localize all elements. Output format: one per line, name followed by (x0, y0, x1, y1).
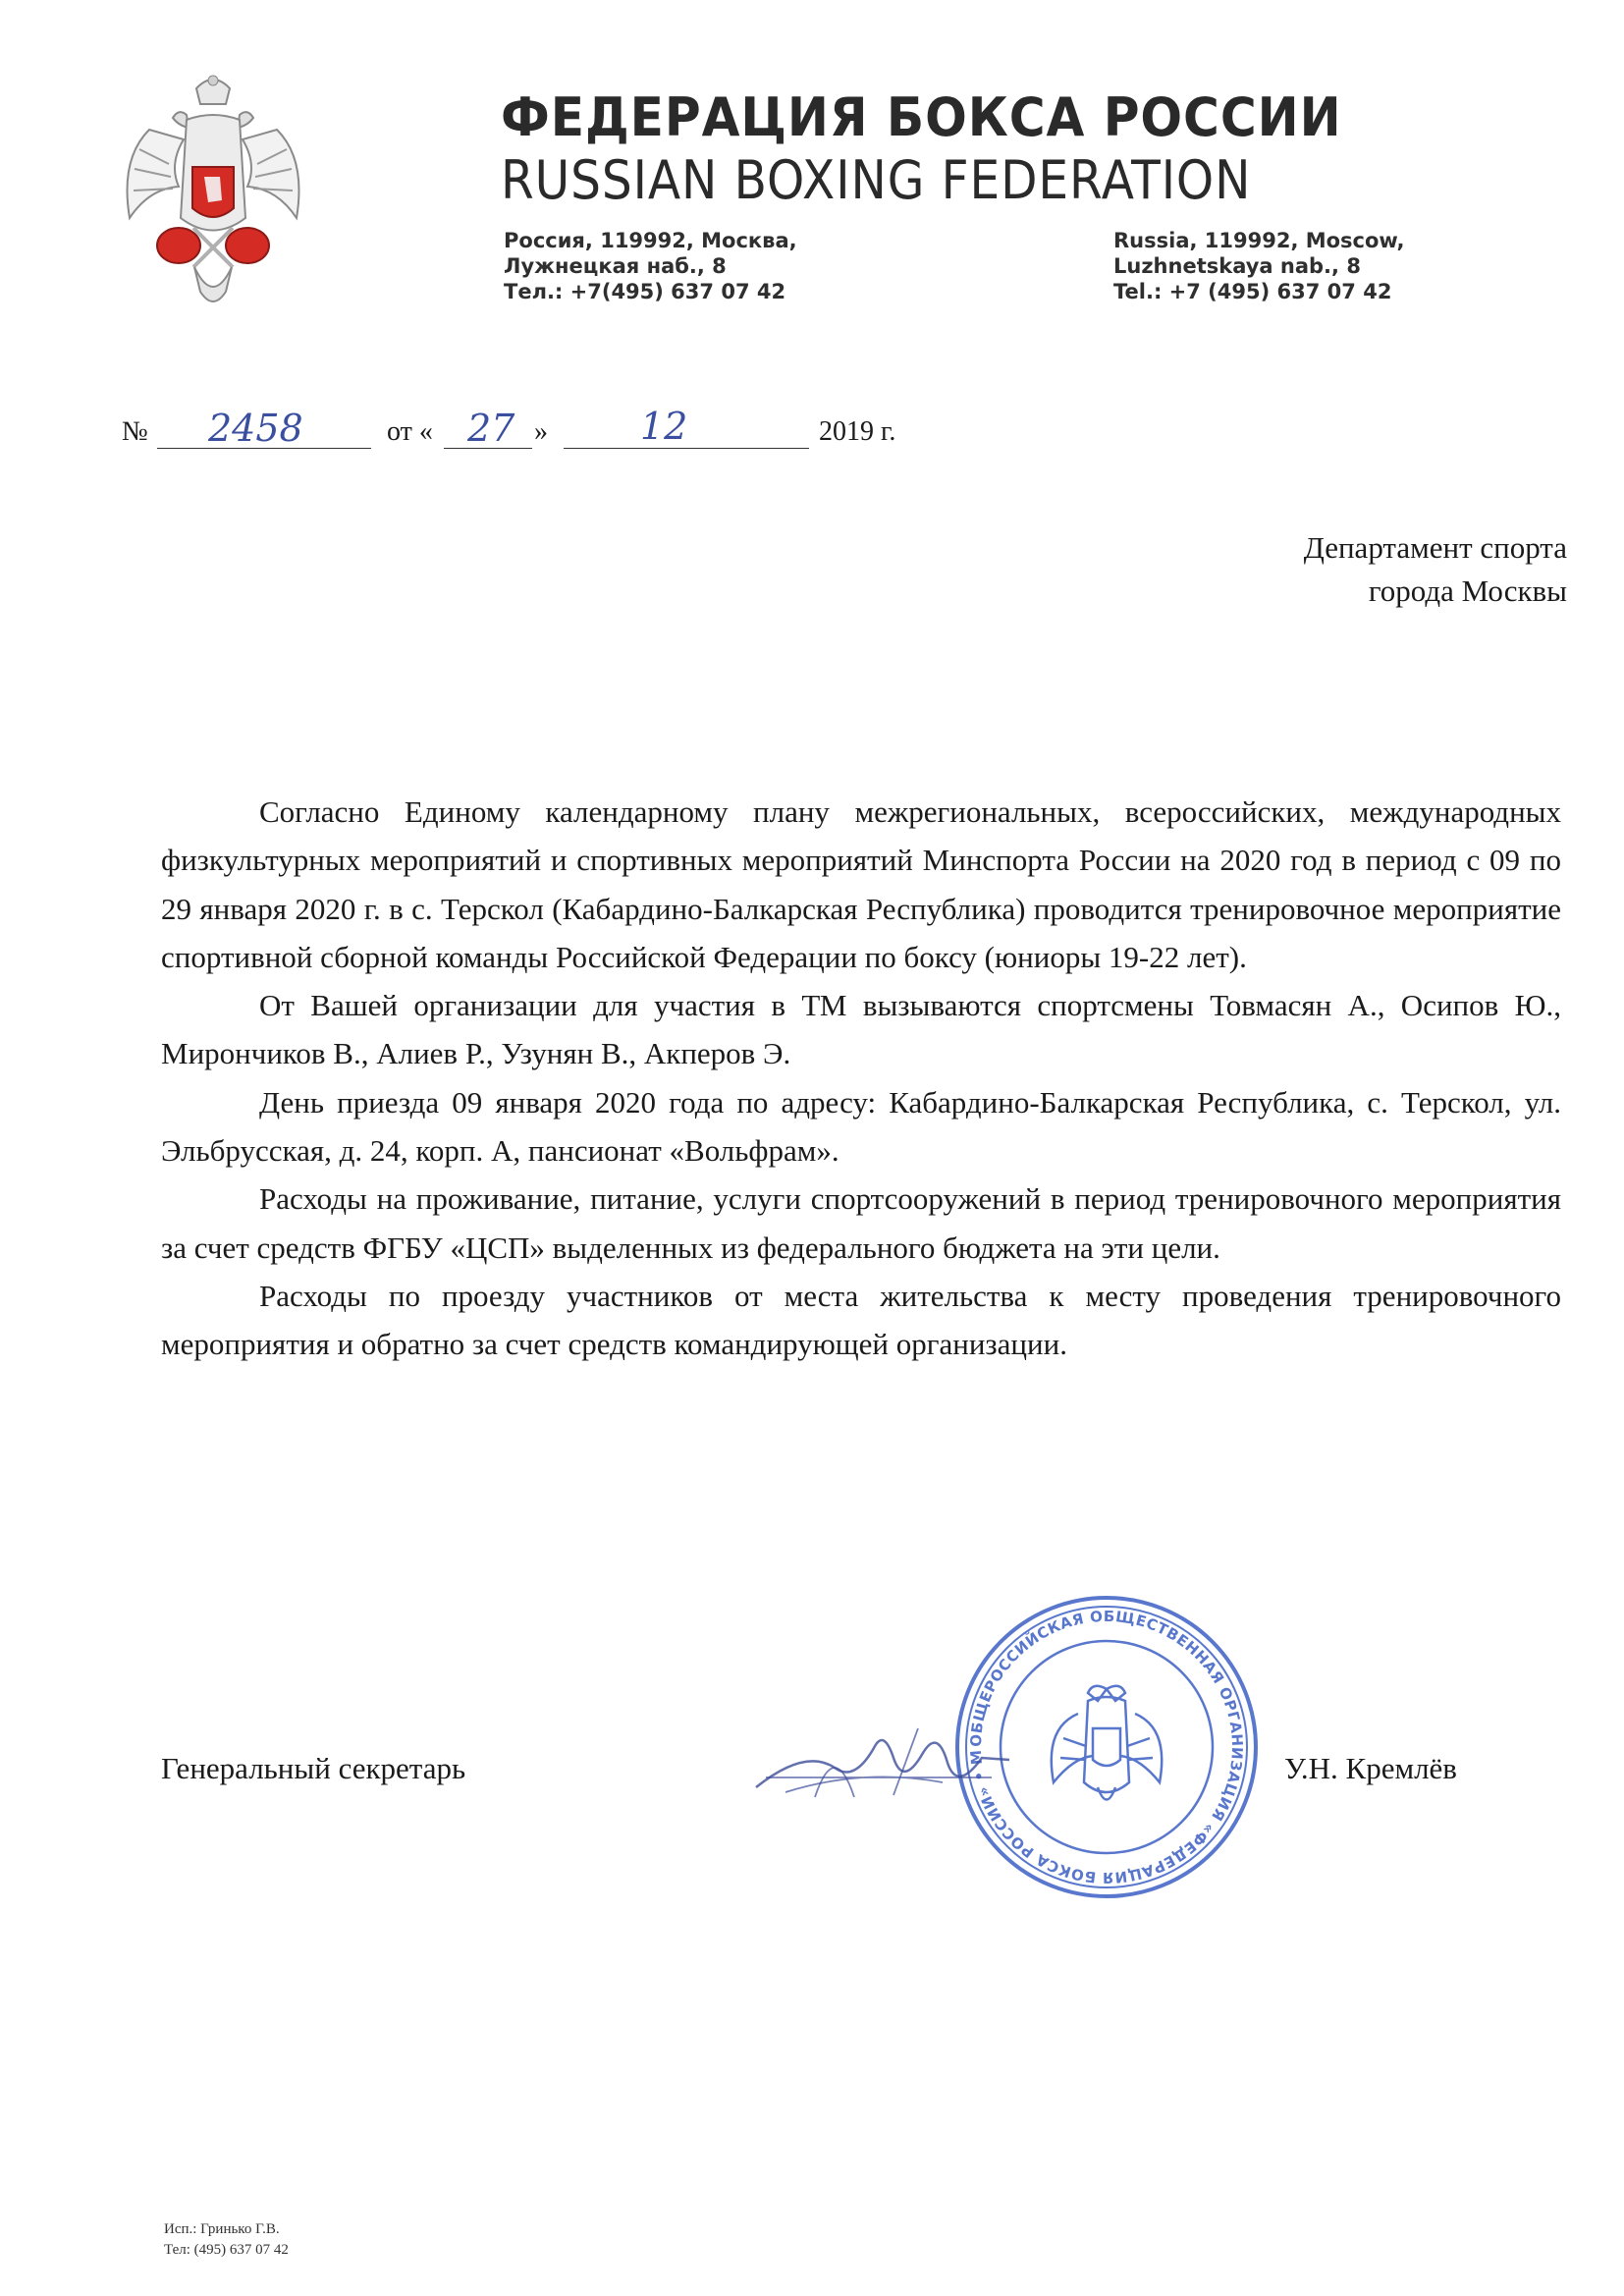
address-ru (504, 228, 797, 304)
executor-footer (164, 2219, 289, 2261)
address-ru-line: Тел.: +7(495) 637 07 42 (504, 280, 786, 303)
body-paragraph: День приезда 09 января 2020 года по адресу: Кабардино-Балкарская Республика, с. Терскол, ул. Эльбрусская, д. 24, корп. А, пансионат «Вольфрам». (161, 1084, 1561, 1169)
stamp-ring-text: ОБЩЕРОССИЙСКАЯ ОБЩЕСТВЕННАЯ ОРГАНИЗАЦИЯ «ФЕДЕРАЦИЯ БОКСА РОССИИ» • М (966, 1607, 1247, 1887)
addressee-block (1304, 526, 1567, 613)
address-ru-line: Лужнецкая наб., 8 (504, 254, 727, 278)
registration-month: 12 (640, 405, 688, 448)
handwritten-signature (746, 1709, 1021, 1817)
address-en-line: Russia, 119992, Moscow, (1113, 229, 1405, 252)
federation-emblem (110, 71, 316, 316)
signatory-title: Генеральный секретарь (161, 1751, 466, 1785)
signature-icon (746, 1709, 1021, 1817)
body-paragraph: От Вашей организации для участия в ТМ вызываются спортсмены Товмасян А., Осипов Ю., Мирончиков В., Алиев Р., Узунян В., Акперов Э. (161, 988, 1561, 1071)
address-en-line: Luzhnetskaya nab., 8 (1113, 254, 1361, 278)
address-en-line: Tel.: +7 (495) 637 07 42 (1113, 280, 1392, 303)
body-paragraph: Согласно Единому календарному плану межрегиональных, всероссийских, международных физкультурных мероприятий и спортивных мероприятий Минспорта России на 2020 год в период с 09 по 29 января 2020 г. в с. Терскол (Кабардино-Балкарская Республика) проводится тренировочное мероприятие спортивной сборной команды Российской Федерации по боксу (юниоры 19-22 лет). (161, 794, 1561, 974)
executor-name: Исп.: Гринько Г.В. (164, 2221, 280, 2237)
number-label: № (122, 416, 148, 447)
body-paragraph: Расходы на проживание, питание, услуги спортсооружений в период тренировочного мероприятия за счет средств ФГБУ «ЦСП» выделенных из федерального бюджета на эти цели. (161, 1181, 1561, 1265)
from-label: от « (387, 416, 433, 447)
organization-name-en: RUSSIAN BOXING FEDERATION (501, 149, 1252, 211)
signatory-name: У.Н. Кремлёв (1284, 1751, 1457, 1785)
executor-phone: Тел: (495) 637 07 42 (164, 2242, 289, 2258)
double-headed-eagle-icon (110, 71, 316, 316)
registration-line (122, 405, 927, 458)
year-label: 2019 г. (819, 416, 896, 447)
letter-body (161, 788, 1561, 1369)
registration-number: 2458 (208, 407, 303, 450)
month-underline (564, 448, 809, 449)
address-ru-line: Россия, 119992, Москва, (504, 229, 797, 252)
organization-name-ru: ФЕДЕРАЦИЯ БОКСА РОССИИ (501, 86, 1342, 148)
day-close-quote: » (534, 416, 548, 447)
address-en (1113, 228, 1404, 304)
registration-day: 27 (467, 407, 515, 450)
body-paragraph: Расходы по проезду участников от места жительства к месту проведения тренировочного мероприятия и обратно за счет средств командирующей организации. (161, 1278, 1561, 1362)
addressee-line: Департамент спорта (1303, 530, 1567, 565)
addressee-line: города Москвы (1368, 574, 1567, 608)
